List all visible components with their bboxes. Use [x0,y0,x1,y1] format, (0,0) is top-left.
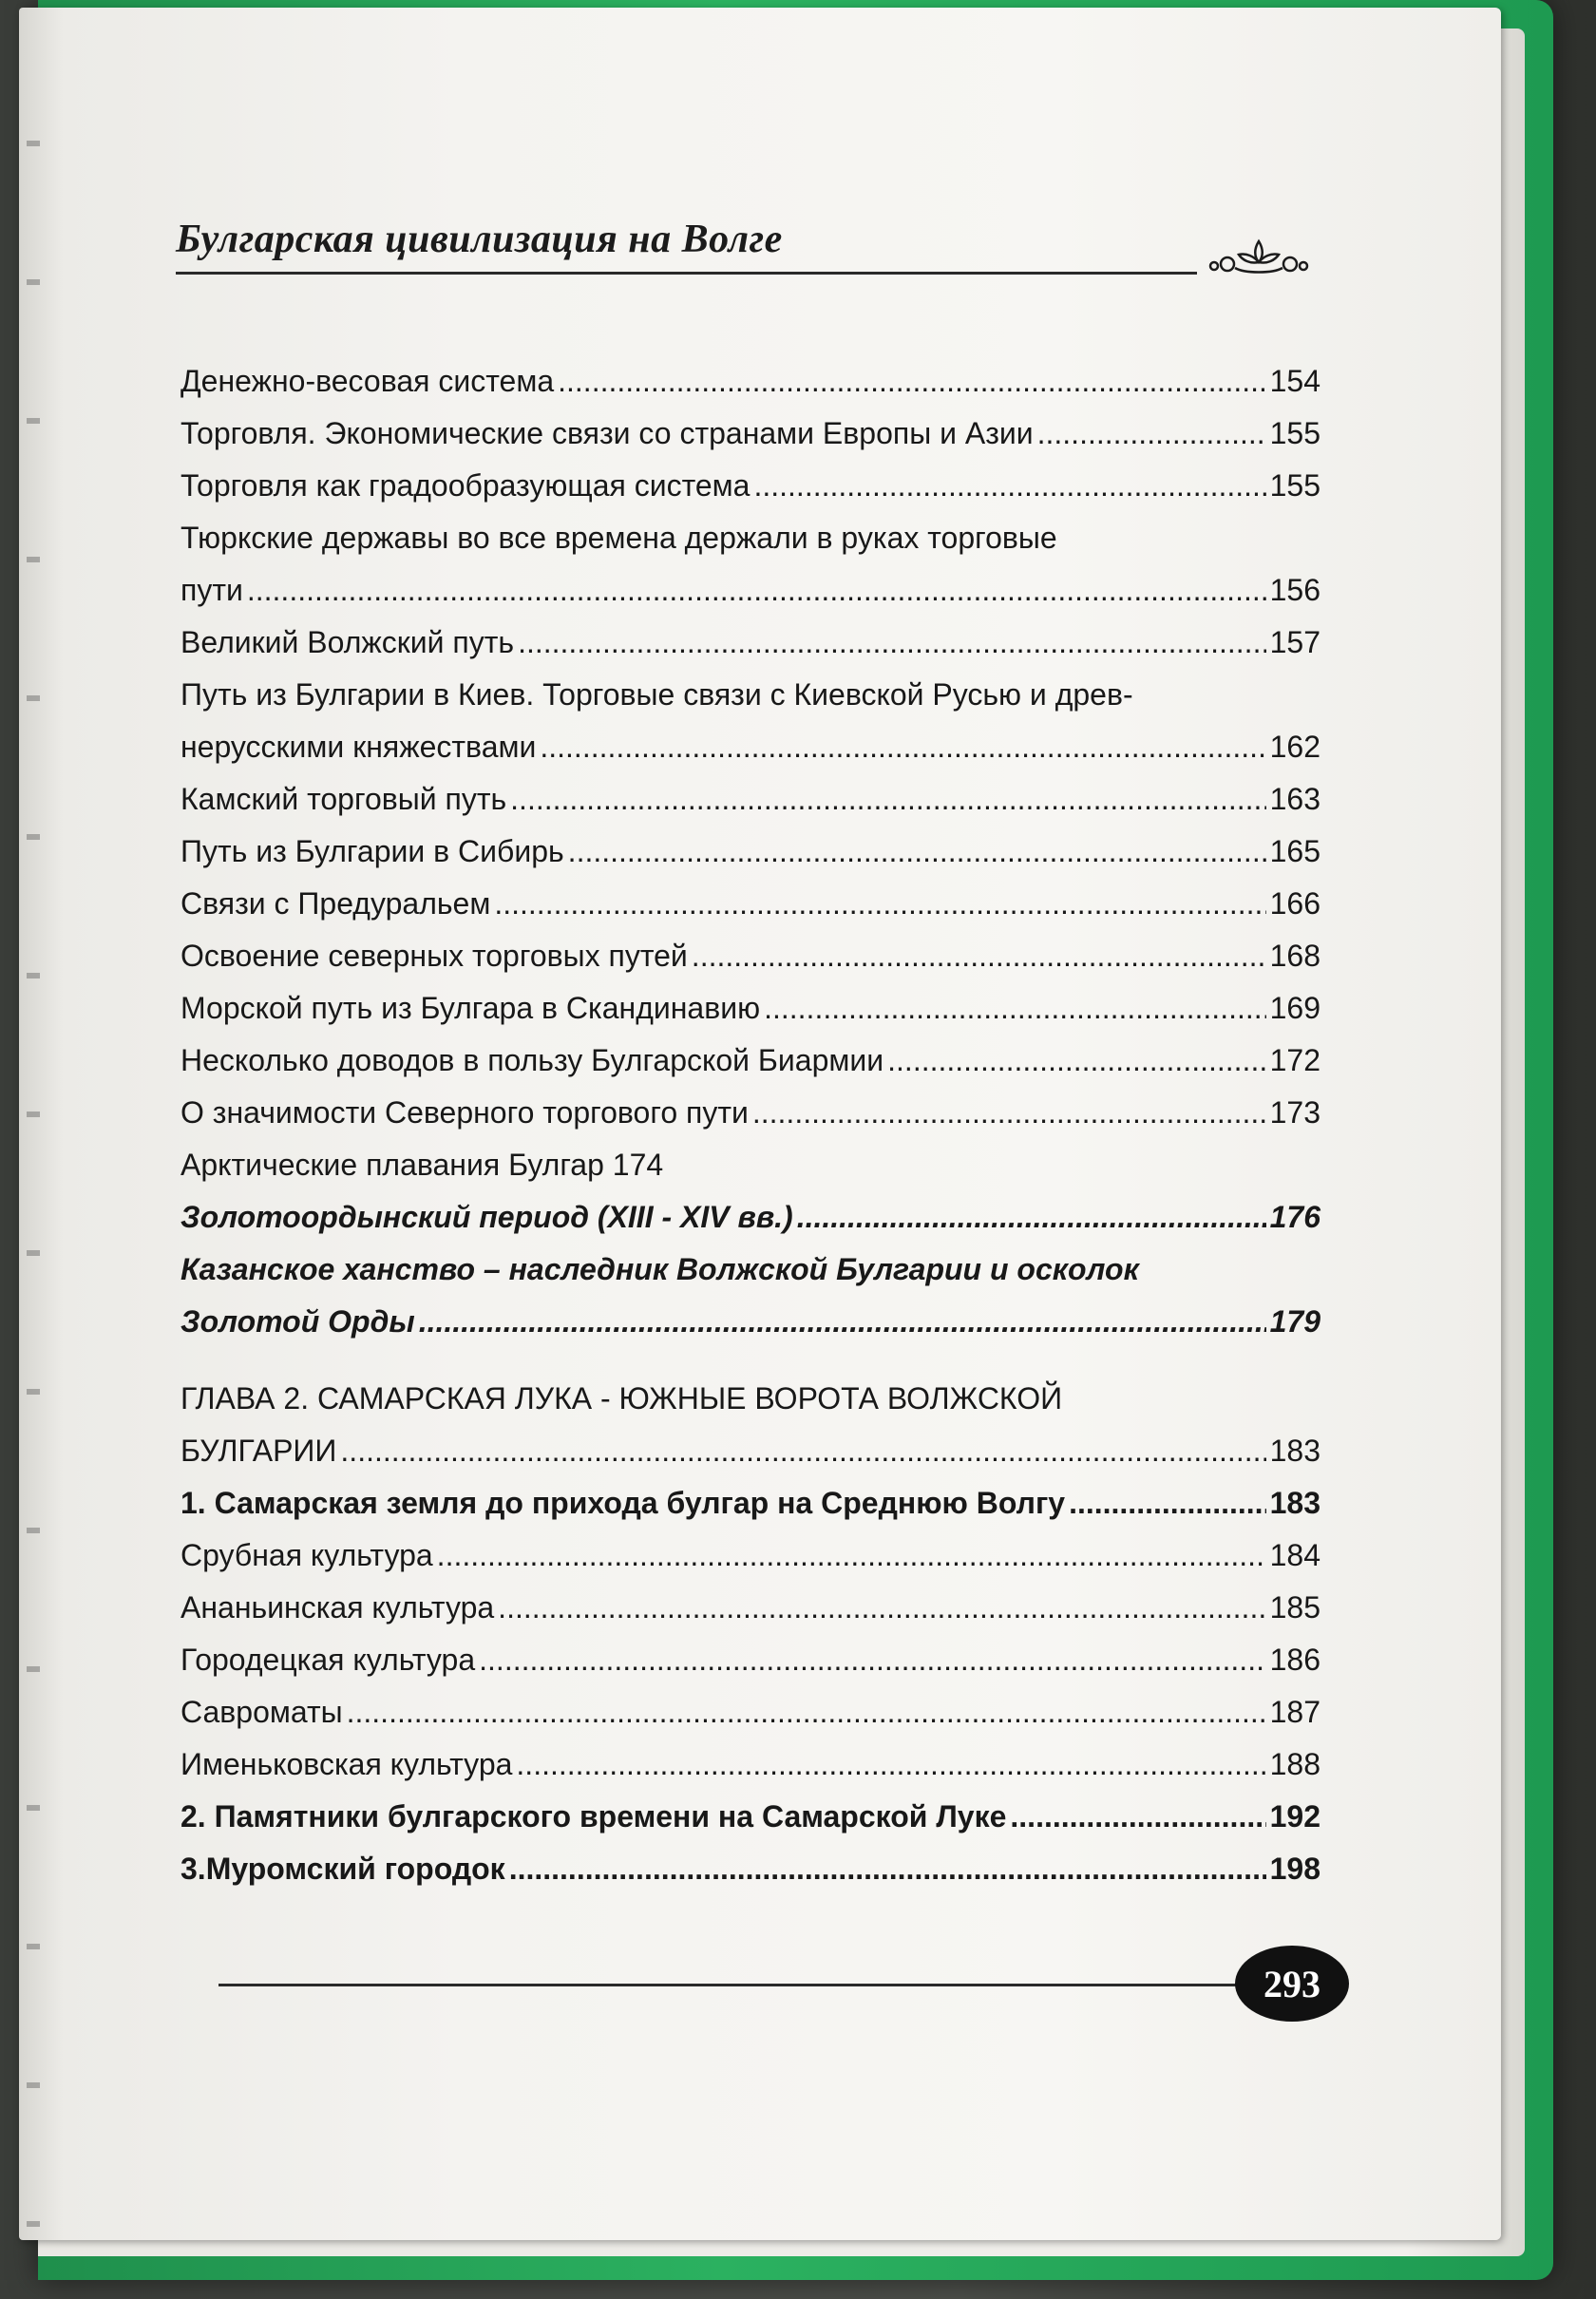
toc-entry [180,677,1320,730]
toc-entry-title: пути [180,573,243,607]
toc-entry-page: 183 [1269,1486,1320,1520]
toc-entry-title: Тюркские державы во все времена держали в руках торговые [180,521,1057,555]
toc-dot-leader [1010,1799,1265,1834]
toc-dot-leader [509,1852,1266,1887]
toc-entry [180,939,1320,991]
page-number-badge: 293 [1235,1946,1349,2022]
toc-dot-leader [419,1304,1266,1340]
toc-entry-title: Казанское ханство – наследник Волжской Булгарии и осколок [180,1252,1139,1286]
toc-entry-title: 2. Памятники булгарского времени на Самарской Луке [180,1799,1007,1834]
toc-dot-leader [753,468,1265,504]
toc-entry-page: 172 [1269,1043,1320,1077]
toc-dot-leader [692,939,1266,974]
toc-dot-leader [752,1095,1266,1130]
toc-entry [180,1799,1320,1852]
toc-entry [180,1486,1320,1538]
toc-dot-leader [347,1695,1266,1730]
toc-entry-title: Золотоордынский период (XIII - XIV вв.) [180,1200,793,1234]
toc-dot-leader [887,1043,1265,1078]
toc-entry [180,468,1320,521]
toc-entry-page: 157 [1269,625,1320,659]
running-header [176,217,1311,283]
toc-entry-page: 173 [1269,1095,1320,1130]
toc-entry-title: ГЛАВА 2. САМАРСКАЯ ЛУКА - ЮЖНЫЕ ВОРОТА ВОЛЖСКОЙ [180,1381,1063,1416]
toc-entry-title: Торговля как градообразующая система [180,468,750,503]
toc-dot-leader [516,1747,1265,1782]
toc-entry [180,730,1320,782]
toc-entry [180,573,1320,625]
toc-entry [180,1590,1320,1643]
toc-entry [180,1852,1320,1904]
toc-entry-page: 163 [1269,782,1320,816]
toc-entry-title: нерусскими княжествами [180,730,537,764]
toc-dot-leader [1037,416,1266,451]
toc-entry [180,991,1320,1043]
toc-entry-title: 3.Муромский городок [180,1852,505,1886]
toc-entry [180,1043,1320,1095]
toc-entry-title: Путь из Булгарии в Киев. Торговые связи с Киевской Русью и древ- [180,677,1133,712]
toc-entry-title: Савроматы [180,1695,343,1729]
toc-entry [180,886,1320,939]
toc-entry-title: Великий Волжский путь [180,625,515,659]
toc-entry-page: 166 [1269,886,1320,921]
toc-entry [180,1252,1320,1304]
toc-entry [180,1381,1320,1434]
toc-entry [180,1434,1320,1486]
toc-dot-leader [764,991,1266,1026]
toc-entry-title: Денежно-весовая система [180,364,555,398]
toc-dot-leader [518,625,1266,660]
toc-entry [180,521,1320,573]
toc-dot-leader [558,364,1265,399]
toc-entry [180,1538,1320,1590]
table-of-contents [180,364,1320,1904]
toc-dot-leader [437,1538,1266,1573]
toc-entry-title: Срубная культура [180,1538,433,1572]
toc-dot-leader [540,730,1265,765]
toc-entry [180,1200,1320,1252]
toc-entry-title: Освоение северных торговых путей [180,939,688,973]
toc-entry [180,1148,1320,1200]
ornament-icon [1206,236,1311,277]
toc-entry-page: 155 [1269,468,1320,503]
toc-entry-title: Ананьинская культура [180,1590,495,1624]
toc-entry-page: 169 [1269,991,1320,1025]
toc-dot-leader [498,1590,1265,1625]
toc-entry [180,625,1320,677]
toc-entry-page: 198 [1269,1852,1320,1886]
toc-entry-title: Арктические плавания Булгар 174 [180,1148,664,1182]
toc-entry-title: Городецкая культура [180,1643,476,1677]
book-page [19,8,1501,2240]
toc-entry [180,364,1320,416]
running-header-title: Булгарская цивилизация на Волге [176,218,783,261]
toc-entry-title: Торговля. Экономические связи со странами Европы и Азии [180,416,1034,450]
toc-entry-title: 1. Самарская земля до прихода булгар на Среднюю Волгу [180,1486,1066,1520]
toc-entry-title: Камский торговый путь [180,782,507,816]
toc-entry-title: БУЛГАРИИ [180,1434,337,1468]
toc-entry [180,834,1320,886]
toc-entry-page: 184 [1269,1538,1320,1572]
toc-entry [180,1304,1320,1357]
toc-entry-title: Связи с Предуральем [180,886,491,921]
toc-dot-leader [479,1643,1265,1678]
toc-entry-page: 192 [1269,1799,1320,1834]
toc-entry-page: 156 [1269,573,1320,607]
toc-entry-title: Морской путь из Булгара в Скандинавию [180,991,761,1025]
toc-dot-leader [797,1200,1266,1235]
toc-dot-leader [247,573,1266,608]
toc-entry-page: 168 [1269,939,1320,973]
toc-entry-page: 185 [1269,1590,1320,1624]
toc-entry-page: 183 [1269,1434,1320,1468]
toc-entry [180,782,1320,834]
toc-dot-leader [510,782,1265,817]
toc-entry-title: О значимости Северного торгового пути [180,1095,749,1130]
toc-entry-page: 162 [1269,730,1320,764]
footer-rule [218,1984,1254,1986]
header-rule [176,272,1197,275]
toc-entry-page: 187 [1269,1695,1320,1729]
toc-entry-title: Золотой Орды [180,1304,415,1339]
toc-entry [180,1095,1320,1148]
toc-dot-leader [568,834,1266,869]
toc-entry-page: 155 [1269,416,1320,450]
toc-entry [180,1643,1320,1695]
toc-entry-title: Именьковская культура [180,1747,513,1781]
binding-marks [27,8,40,2240]
toc-entry-page: 179 [1269,1304,1320,1339]
toc-entry-page: 188 [1269,1747,1320,1781]
toc-entry [180,1747,1320,1799]
page-footer [218,1946,1349,2022]
toc-entry-page: 154 [1269,364,1320,398]
toc-entry-page: 186 [1269,1643,1320,1677]
toc-dot-leader [1069,1486,1266,1521]
toc-dot-leader [494,886,1265,922]
toc-entry-page: 176 [1269,1200,1320,1234]
toc-entry-title: Несколько доводов в пользу Булгарской Биармии [180,1043,884,1077]
toc-entry-page: 165 [1269,834,1320,868]
toc-dot-leader [340,1434,1265,1469]
toc-entry [180,1695,1320,1747]
toc-entry-title: Путь из Булгарии в Сибирь [180,834,564,868]
toc-entry [180,416,1320,468]
